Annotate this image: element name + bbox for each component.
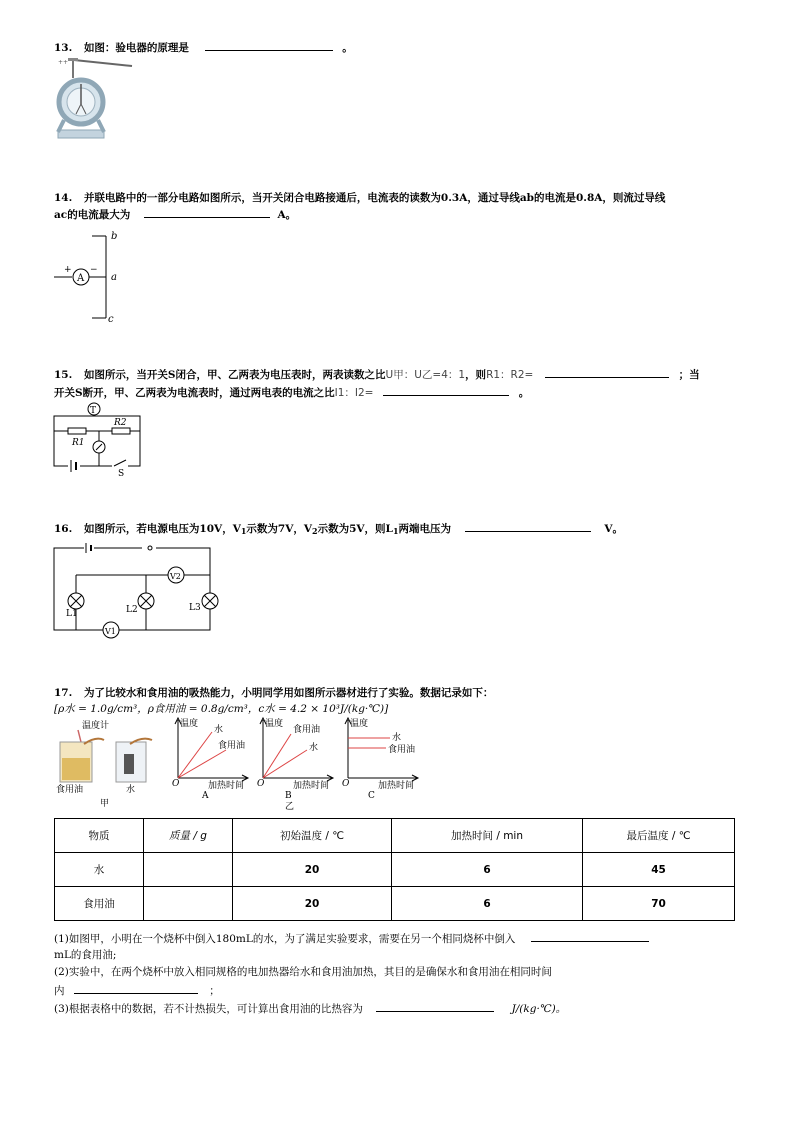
svg-text:R1: R1: [72, 438, 85, 448]
svg-text:食用油: 食用油: [56, 785, 84, 795]
svg-text:O: O: [257, 779, 265, 789]
q16-circuit-figure: [54, 542, 224, 636]
svg-text:食用油: 食用油: [293, 725, 321, 735]
svg-text:甲: 甲: [100, 799, 110, 809]
svg-text:加热时间: 加热时间: [293, 781, 330, 791]
svg-text:O: O: [342, 779, 350, 789]
q14-answer-blank[interactable]: [144, 207, 270, 218]
q15-r-ratio-blank[interactable]: [545, 367, 669, 378]
q17-part1-line1: (1)如图甲，小明在一个烧杯中倒入180mL的水，为了满足实验要求，需要在另一个相同烧杯中倒入: [54, 931, 649, 946]
q14-line1: 14. 并联电路中的一部分电路如图所示，当开关闭合电路接通后，电流表的读数为0.3A，通过导线ab的电流是0.8A，则流过导线: [54, 192, 666, 204]
svg-text:食用油: 食用油: [388, 745, 416, 755]
svg-text:B: B: [285, 791, 292, 801]
q13-text: 13. 如图：验电器的原理是 。: [54, 42, 353, 54]
svg-text:乙: 乙: [285, 802, 295, 812]
q17-part2-line2: 内 ；: [54, 985, 220, 997]
svg-text:A: A: [202, 791, 209, 801]
table-header: 初始温度 / ℃: [233, 819, 392, 853]
svg-text:A: A: [77, 273, 85, 284]
q13-answer-blank[interactable]: [205, 40, 333, 51]
table-header: 质量 / g: [144, 819, 233, 853]
svg-text:水: 水: [392, 733, 402, 743]
q17-part1-line2: mL的食用油;: [54, 949, 117, 961]
svg-text:R2: R2: [114, 418, 127, 428]
q17-constants: [ρ水 = 1.0g/cm³，ρ食用油 = 0.8g/cm³，c水 = 4.2 × 10³J/(kg·℃)]: [54, 703, 389, 715]
svg-text:b: b: [111, 231, 118, 242]
q14-line2: ac的电流最大为 A。: [54, 209, 297, 221]
svg-text:++: ++: [58, 59, 69, 66]
q17-part2-blank[interactable]: [74, 983, 198, 994]
table-header: 最后温度 / ℃: [583, 819, 735, 853]
svg-text:O: O: [172, 779, 180, 789]
q17-apparatus-figure: [54, 718, 164, 810]
q15-i-ratio-blank[interactable]: [383, 385, 509, 396]
q17-part3-blank[interactable]: [376, 1001, 494, 1012]
svg-text:V1: V1: [105, 627, 116, 636]
svg-text:温度: 温度: [265, 719, 284, 729]
table-row: 食用油 20 6 70: [55, 887, 735, 921]
svg-text:温度计: 温度计: [82, 721, 110, 731]
q15-line1: 15. 如图所示，当开关S闭合，甲、乙两表为电压表时，两表读数之比U甲：U乙=4：1，则R1：R2= ；当: [54, 369, 700, 381]
svg-text:温度: 温度: [350, 719, 369, 729]
svg-text:L1: L1: [66, 609, 78, 619]
q15-circuit-figure: [54, 402, 144, 479]
svg-text:加热时间: 加热时间: [378, 781, 415, 791]
svg-text:C: C: [368, 791, 375, 801]
q14-circuit-figure: [54, 228, 134, 324]
svg-text:V2: V2: [170, 572, 181, 581]
q17-intro: 17. 为了比较水和食用油的吸热能力，小明同学用如图所示器材进行了实验。数据记录如下：: [54, 687, 494, 699]
svg-text:水: 水: [214, 725, 224, 735]
svg-text:c: c: [108, 314, 114, 325]
table-header-row: [55, 819, 735, 853]
electroscope-figure: [54, 54, 144, 140]
svg-text:−: −: [90, 265, 98, 275]
table-header: 物质: [55, 819, 144, 853]
q15-line2: 开关S断开，甲、乙两表为电流表时，通过两电表的电流之比I1：I2= 。: [54, 387, 530, 399]
q16-text: 16. 如图所示，若电源电压为10V，V1示数为7V，V2示数为5V，则L1两端电压为 V。: [54, 523, 623, 536]
svg-text:T: T: [90, 406, 97, 416]
graph-b: [257, 718, 337, 810]
svg-text:S: S: [118, 469, 125, 479]
table-header: 加热时间 / min: [392, 819, 583, 853]
svg-text:L2: L2: [126, 605, 138, 615]
svg-text:加热时间: 加热时间: [208, 781, 245, 791]
graph-c: [342, 718, 422, 801]
q17-data-table: [54, 818, 735, 921]
q17-part2-line1: (2)实验中，在两个烧杯中放入相同规格的电加热器给水和食用油加热，其目的是确保水和食用油在相同时间: [54, 966, 552, 978]
svg-text:水: 水: [126, 785, 136, 795]
svg-text:温度: 温度: [180, 719, 199, 729]
q17-part1-blank[interactable]: [531, 931, 649, 942]
graph-a: [172, 718, 252, 801]
svg-text:水: 水: [309, 743, 319, 753]
q16-answer-blank[interactable]: [465, 521, 591, 532]
q17-part3: (3)根据表格中的数据，若不计热损失，可计算出食用油的比热容为 J/(kg·℃)。: [54, 1003, 567, 1015]
svg-text:+: +: [64, 265, 72, 275]
table-row: 水 20 6 45: [55, 853, 735, 887]
svg-text:食用油: 食用油: [218, 741, 246, 751]
svg-text:a: a: [111, 272, 117, 283]
svg-text:L3: L3: [189, 603, 201, 613]
